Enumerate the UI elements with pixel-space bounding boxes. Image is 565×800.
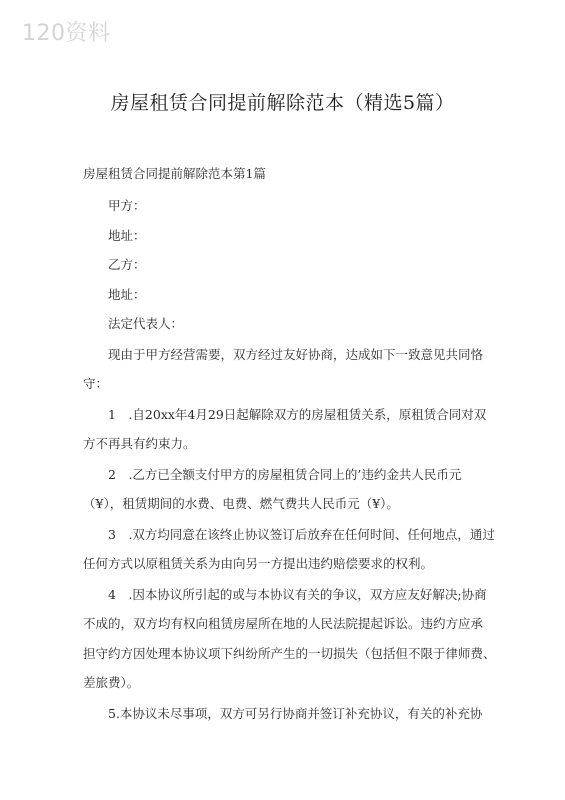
clause-2-line-1: 2 .乙方已全额支付甲方的房屋租赁合同上的’违约金共人民币元 (108, 467, 462, 482)
clause-4-line-1: 4 .因本协议所引起的或与本协议有关的争议，双方应友好解决;协商 (108, 587, 487, 602)
clause-3-line-1: 3 .双方均同意在该终止协议签订后放弃在任何时间、任何地点，通过 (108, 527, 495, 542)
document-title: 房屋租赁合同提前解除范本（精选5篇） (110, 92, 455, 114)
intro-line-1: 现由于甲方经营需要，双方经过友好协商，达成如下一致意见共同恪 (108, 347, 484, 362)
clause-4-line-3: 担守约方因处理本协议项下纠纷所产生的一切损失（包括但不限于律师费、 (83, 646, 496, 661)
clause-1-line-1: 1 .自20xx年4月29日起解除双方的房屋租赁关系，原租赁合同对双 (108, 407, 487, 422)
field-legal-representative: 法定代表人： (108, 316, 184, 331)
clause-2-line-2: （¥），租赁期间的水费、电费、燃气费共人民币元（¥）。 (83, 496, 399, 511)
clause-1-line-2: 方不再具有约束力。 (83, 436, 196, 451)
field-party-b: 乙方： (108, 257, 146, 272)
intro-line-2: 守： (83, 376, 109, 391)
clause-3-line-2: 任何方式以原租赁关系为由向另一方提出违约赔偿要求的权利。 (83, 556, 434, 571)
field-party-a: 甲方： (108, 198, 146, 213)
field-address-b: 地址： (108, 287, 146, 302)
clause-4-line-2: 不成的，双方均有权向租赁房屋所在地的人民法院提起诉讼。违约方应承 (83, 616, 484, 631)
clause-4-line-4: 差旅费）。 (83, 675, 140, 690)
field-address-a: 地址： (108, 228, 146, 243)
clause-5-line-1: 5.本协议未尽事项，双方可另行协商并签订补充协议，有关的补充协 (108, 706, 483, 721)
section-subtitle: 房屋租赁合同提前解除范本第1篇 (83, 166, 266, 181)
watermark-logo: 120资料 (22, 21, 111, 46)
